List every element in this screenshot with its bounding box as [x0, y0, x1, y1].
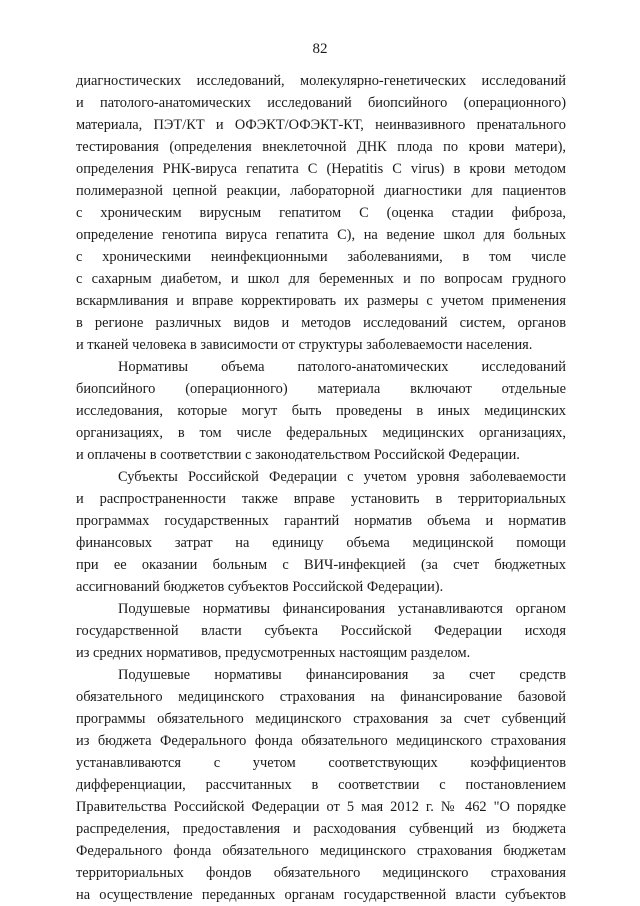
text-line: с хроническими неинфекционными заболеваниями, в том числе — [76, 249, 566, 265]
text-line: материала, ПЭТ/КТ и ОФЭКТ/ОФЭКТ-КТ, неинвазивного пренатального — [76, 117, 566, 133]
paragraph — [76, 598, 566, 664]
text-line: устанавливаются с учетом соответствующих коэффициентов — [76, 755, 566, 771]
text-line: обязательного медицинского страхования на финансирование базовой — [76, 689, 566, 705]
text-line: определения РНК-вируса гепатита С (Hepatitis С virus) в крови методом — [76, 161, 566, 177]
text-line: и распространенности также вправе установить в территориальных — [76, 491, 566, 507]
text-line: исследования, которые могут быть проведены в иных медицинских — [76, 403, 566, 419]
text-line: Подушевые нормативы финансирования устанавливаются органом — [118, 601, 566, 617]
text-line: Субъекты Российской Федерации с учетом уровня заболеваемости — [118, 469, 566, 485]
text-line: и патолого-анатомических исследований биопсийного (операционного) — [76, 95, 566, 111]
text-line: с сахарным диабетом, и школ для беременных и по вопросам грудного — [76, 271, 566, 287]
text-line: тестирования (определения внеклеточной ДНК плода по крови матери), — [76, 139, 566, 155]
text-line: территориальных фондов обязательного медицинского страхования — [76, 865, 566, 881]
text-line: программах государственных гарантий норматив объема и норматив — [76, 513, 566, 529]
text-line: в регионе различных видов и методов исследований систем, органов — [76, 315, 566, 331]
paragraph — [76, 356, 566, 466]
text-line: из средних нормативов, предусмотренных настоящим разделом. — [76, 645, 471, 661]
paragraph — [76, 664, 566, 906]
text-line: государственной власти субъекта Российской Федерации исходя — [76, 623, 566, 639]
text-line: диагностических исследований, молекулярно-генетических исследований — [76, 73, 566, 89]
text-line: организациях, в том числе федеральных медицинских организациях, — [76, 425, 566, 441]
text-line: ассигнований бюджетов субъектов Российской Федерации). — [76, 579, 444, 595]
text-line: и оплачены в соответствии с законодательством Российской Федерации. — [76, 447, 520, 463]
text-line: с хроническим вирусным гепатитом С (оценка стадии фиброза, — [76, 205, 566, 221]
text-line: определение генотипа вируса гепатита С), на ведение школ для больных — [76, 227, 566, 243]
document-body — [76, 70, 566, 906]
text-line: распределения, предоставления и расходования субвенций из бюджета — [76, 821, 566, 837]
text-line: на осуществление переданных органам государственной власти субъектов — [76, 887, 566, 903]
text-line: из бюджета Федерального фонда обязательного медицинского страхования — [76, 733, 566, 749]
text-line: программы обязательного медицинского страхования за счет субвенций — [76, 711, 566, 727]
paragraph — [76, 70, 566, 356]
text-line: Правительства Российской Федерации от 5 мая 2012 г. № 462 "О порядке — [76, 799, 566, 815]
text-line: полимеразной цепной реакции, лабораторной диагностики для пациентов — [76, 183, 566, 199]
page-number: 82 — [312, 41, 328, 57]
text-line: Подушевые нормативы финансирования за счет средств — [118, 667, 566, 683]
text-line: Федерального фонда обязательного медицинского страхования бюджетам — [76, 843, 566, 859]
text-line: Нормативы объема патолого-анатомических исследований — [118, 359, 566, 375]
text-line: и тканей человека в зависимости от структуры заболеваемости населения. — [76, 337, 533, 353]
text-line: вскармливания и вправе корректировать их размеры с учетом применения — [76, 293, 566, 309]
text-line: дифференциации, рассчитанных в соответствии с постановлением — [76, 777, 566, 793]
text-line: финансовых затрат на единицу объема медицинской помощи — [76, 535, 566, 551]
paragraph — [76, 466, 566, 598]
text-line: биопсийного (операционного) материала включают отдельные — [76, 381, 566, 397]
text-line: при ее оказании больным с ВИЧ-инфекцией (за счет бюджетных — [76, 557, 566, 573]
